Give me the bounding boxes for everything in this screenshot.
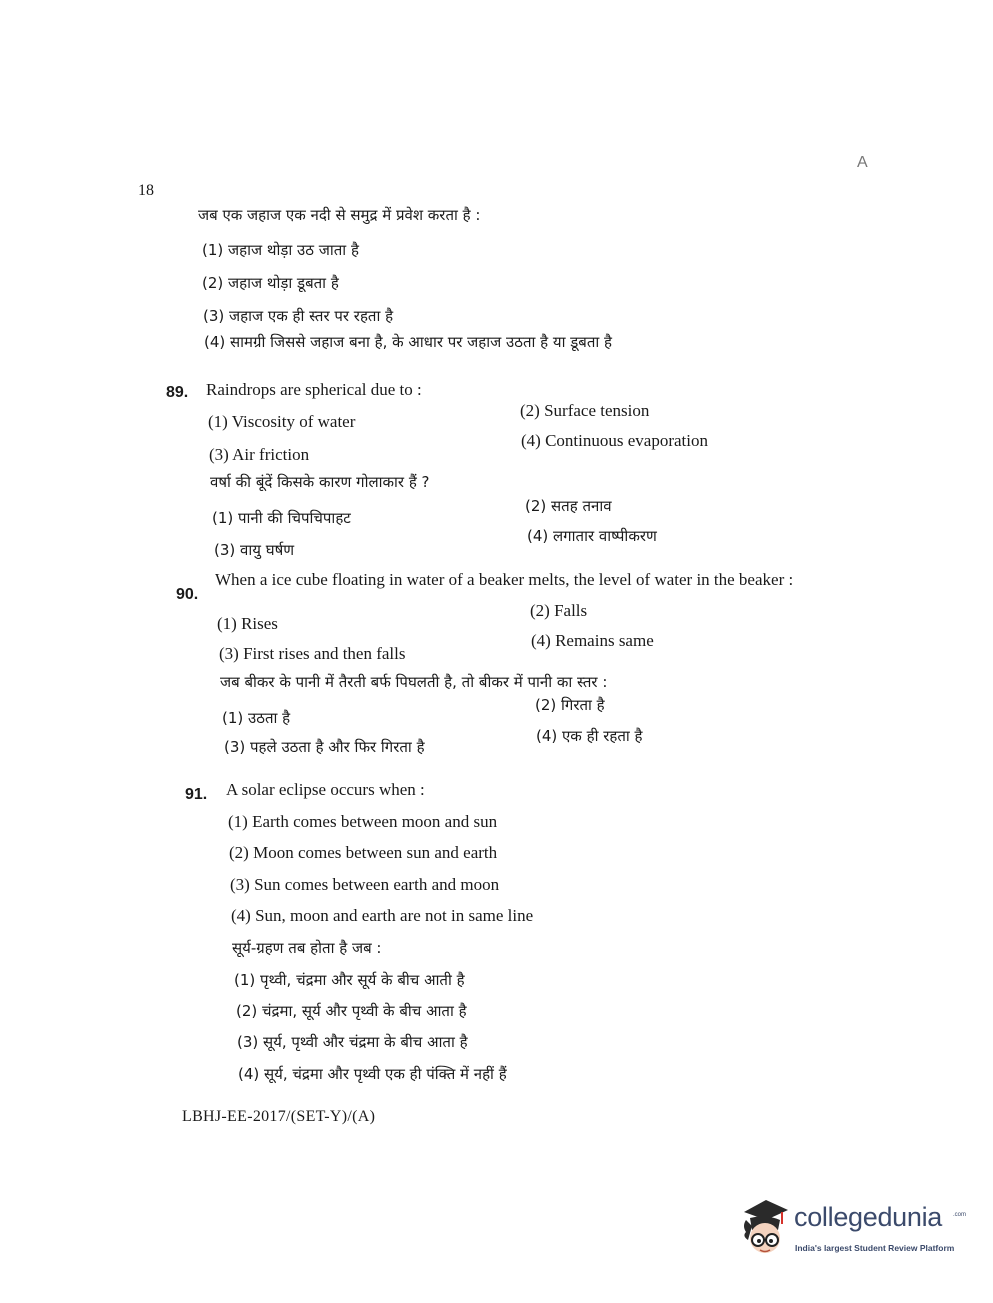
question-stem-hindi: वर्षा की बूंदें किसके कारण गोलाकार हैं ? [210, 473, 430, 491]
option-1-hindi: (1) पानी की चिपचिपाहट [212, 509, 351, 527]
option-3: (3) First rises and then falls [219, 644, 406, 663]
option-3-hindi: (3) जहाज एक ही स्तर पर रहता है [203, 307, 394, 325]
option-2-hindi: (2) चंद्रमा, सूर्य और पृथ्वी के बीच आता है [236, 1002, 467, 1020]
option-4: (4) Sun, moon and earth are not in same line [231, 906, 534, 925]
question-stem: Raindrops are spherical due to : [206, 380, 422, 399]
set-letter: A [857, 154, 868, 171]
option-4-hindi: (4) एक ही रहता है [536, 727, 643, 745]
logo-tagline: India's largest Student Review Platform [795, 1243, 955, 1253]
option-3-hindi: (3) पहले उठता है और फिर गिरता है [224, 738, 425, 756]
option-3-hindi: (3) सूर्य, पृथ्वी और चंद्रमा के बीच आता है [237, 1033, 468, 1051]
option-2-hindi: (2) सतह तनाव [525, 497, 612, 515]
question-number: 89. [166, 384, 189, 401]
option-1-hindi: (1) पृथ्वी, चंद्रमा और सूर्य के बीच आती है [234, 971, 465, 989]
option-1-hindi: (1) उठता है [222, 709, 291, 727]
option-2: (2) Moon comes between sun and earth [229, 843, 498, 862]
option-2: (2) Falls [530, 601, 588, 620]
option-2-hindi: (2) गिरता है [535, 696, 605, 714]
question-stem: When a ice cube floating in water of a beaker melts, the level of water in the beaker : [215, 570, 794, 589]
option-1: (1) Viscosity of water [208, 412, 356, 431]
option-3: (3) Sun comes between earth and moon [230, 875, 500, 894]
option-4-hindi: (4) लगातार वाष्पीकरण [527, 527, 657, 545]
question-number: 90. [176, 586, 199, 603]
logo-wordmark: collegedunia [794, 1202, 943, 1232]
option-1: (1) Rises [217, 614, 278, 633]
logo-suffix: .com [953, 1212, 967, 1218]
question-stem-hindi: जब बीकर के पानी में तैरती बर्फ पिघलती है, तो बीकर में पानी का स्तर : [220, 673, 608, 691]
footer-code: LBHJ-EE-2017/(SET-Y)/(A) [182, 1108, 376, 1125]
option-4-hindi: (4) सामग्री जिससे जहाज बना है, के आधार पर जहाज उठता है या डूबता है [204, 333, 613, 351]
option-2: (2) Surface tension [520, 401, 650, 420]
option-3-hindi: (3) वायु घर्षण [214, 541, 295, 559]
option-1: (1) Earth comes between moon and sun [228, 812, 498, 831]
option-4: (4) Continuous evaporation [521, 431, 708, 450]
question-number: 91. [185, 786, 208, 803]
mascot-icon [738, 1196, 794, 1266]
option-3: (3) Air friction [209, 445, 310, 464]
option-4-hindi: (4) सूर्य, चंद्रमा और पृथ्वी एक ही पंक्ति में नहीं हैं [238, 1065, 507, 1083]
collegedunia-logo [738, 1196, 968, 1266]
page-number: 18 [138, 182, 154, 199]
option-2-hindi: (2) जहाज थोड़ा डूबता है [202, 274, 339, 292]
question-stem: A solar eclipse occurs when : [226, 780, 425, 799]
option-4: (4) Remains same [531, 631, 654, 650]
question-stem-hindi: जब एक जहाज एक नदी से समुद्र में प्रवेश करता है : [198, 206, 481, 224]
option-1-hindi: (1) जहाज थोड़ा उठ जाता है [202, 241, 359, 259]
question-stem-hindi: सूर्य-ग्रहण तब होता है जब : [232, 939, 382, 957]
